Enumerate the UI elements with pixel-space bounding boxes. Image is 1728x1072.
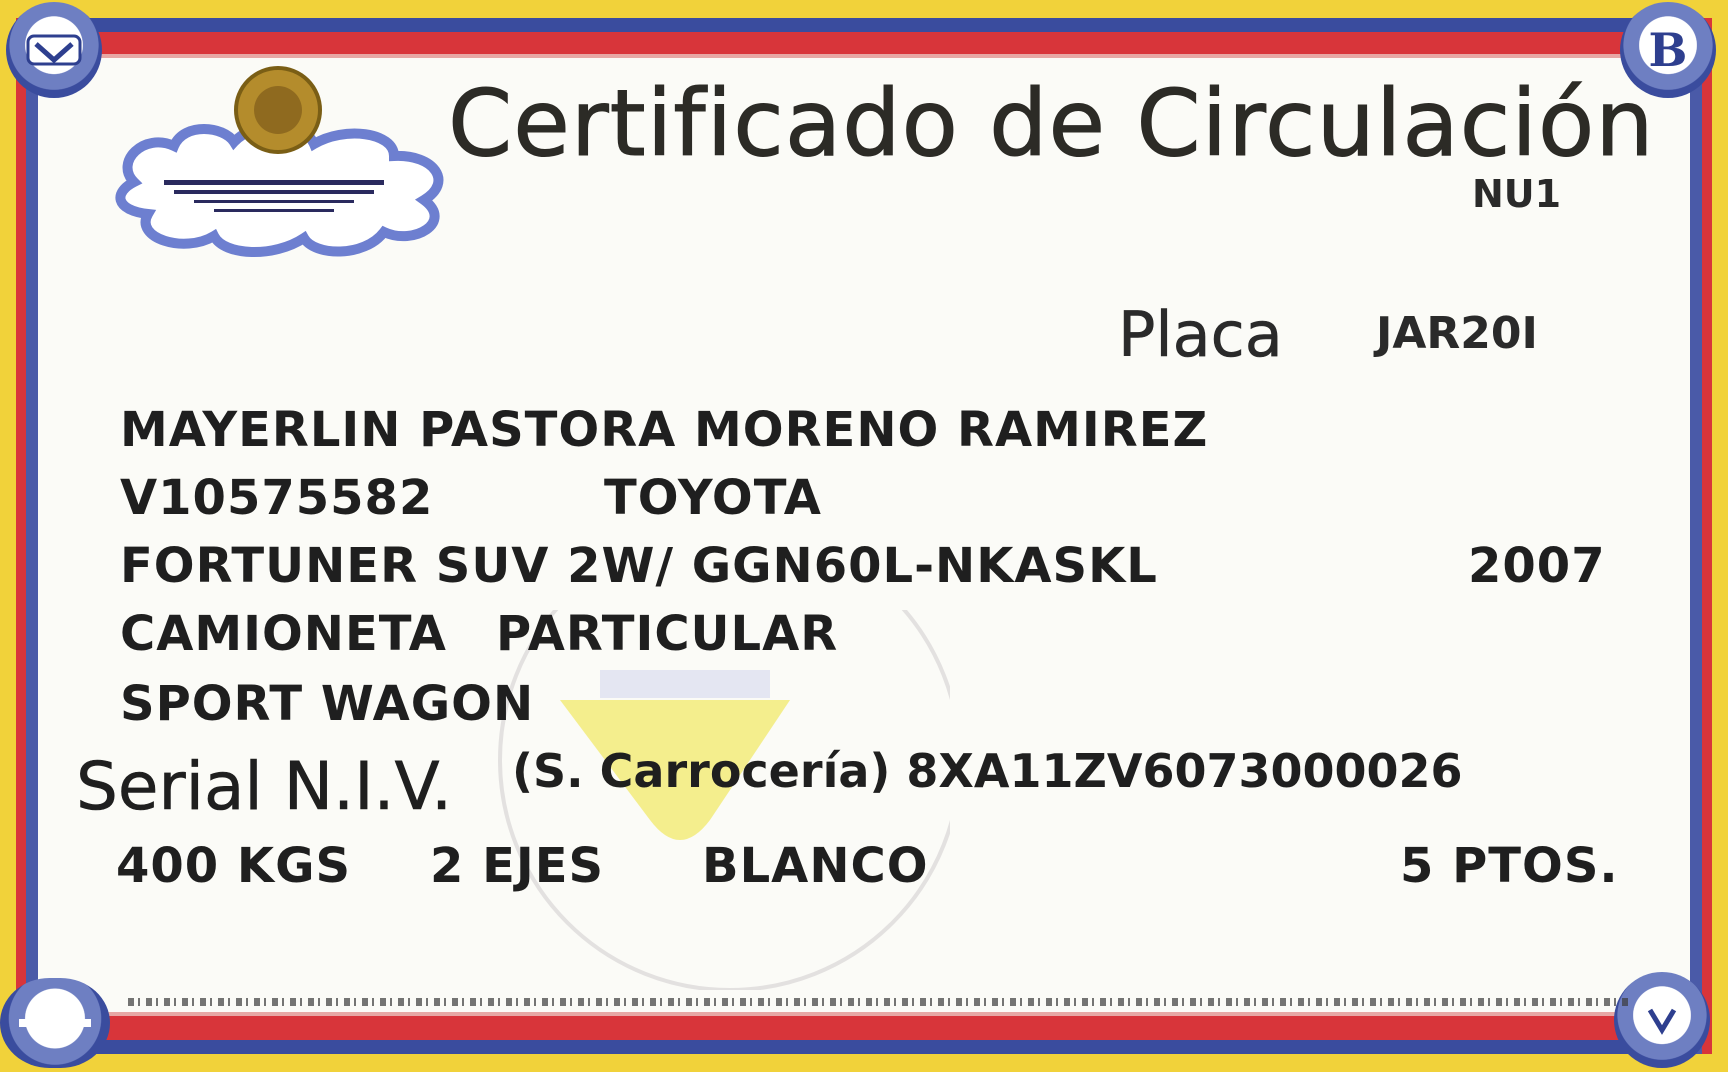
owner-name: MAYERLIN PASTORA MORENO RAMIREZ	[120, 402, 1209, 458]
ministry-badge-icon	[0, 978, 110, 1068]
vehicle-seats: 5 PTOS.	[1400, 838, 1619, 894]
inner-line-bottom	[38, 1012, 1690, 1016]
owner-id: V10575582	[120, 470, 434, 526]
vehicle-model: FORTUNER SUV 2W/ GGN60L-NKASKL	[120, 538, 1158, 594]
microprint-line	[128, 998, 1628, 1006]
border-red-top	[0, 32, 1728, 54]
border-blue-left	[26, 18, 38, 1054]
plate-value: JAR20I	[1376, 308, 1538, 359]
border-yellow-bottom	[0, 1054, 1728, 1072]
body-type: SPORT WAGON	[120, 676, 535, 732]
serial-value: (S. Carrocería) 8XA11ZV6073000026	[512, 744, 1463, 798]
border-blue-right	[1690, 18, 1702, 1054]
border-blue-bottom	[0, 1040, 1728, 1054]
inner-line-top	[38, 54, 1690, 58]
plate-label: Placa	[1118, 298, 1283, 371]
document-code: NU1	[1472, 172, 1562, 216]
serial-label: Serial N.I.V.	[76, 748, 453, 825]
border-yellow-left	[0, 0, 16, 1072]
transport-watermark-icon	[430, 610, 950, 990]
border-yellow-right	[1712, 0, 1728, 1072]
border-blue-top	[0, 18, 1728, 32]
vehicle-make: TOYOTA	[604, 470, 822, 526]
border-red-left	[16, 18, 26, 1054]
vehicle-year: 2007	[1468, 538, 1606, 594]
border-yellow-top	[0, 0, 1728, 18]
vehicle-axles: 2 EJES	[430, 838, 605, 894]
ministry-seal-icon	[104, 62, 464, 262]
vehicle-color: BLANCO	[702, 838, 929, 894]
emblem-icon	[6, 2, 102, 98]
vehicle-class: CAMIONETA	[120, 606, 447, 662]
vehicle-weight: 400 KGS	[116, 838, 352, 894]
emblem-icon	[1614, 972, 1710, 1068]
vehicle-use: PARTICULAR	[496, 606, 839, 662]
b-badge-icon: B	[1620, 2, 1716, 98]
border-red-bottom	[0, 1016, 1728, 1040]
document-title: Certificado de Circulación	[448, 70, 1655, 177]
border-red-right	[1702, 18, 1712, 1054]
